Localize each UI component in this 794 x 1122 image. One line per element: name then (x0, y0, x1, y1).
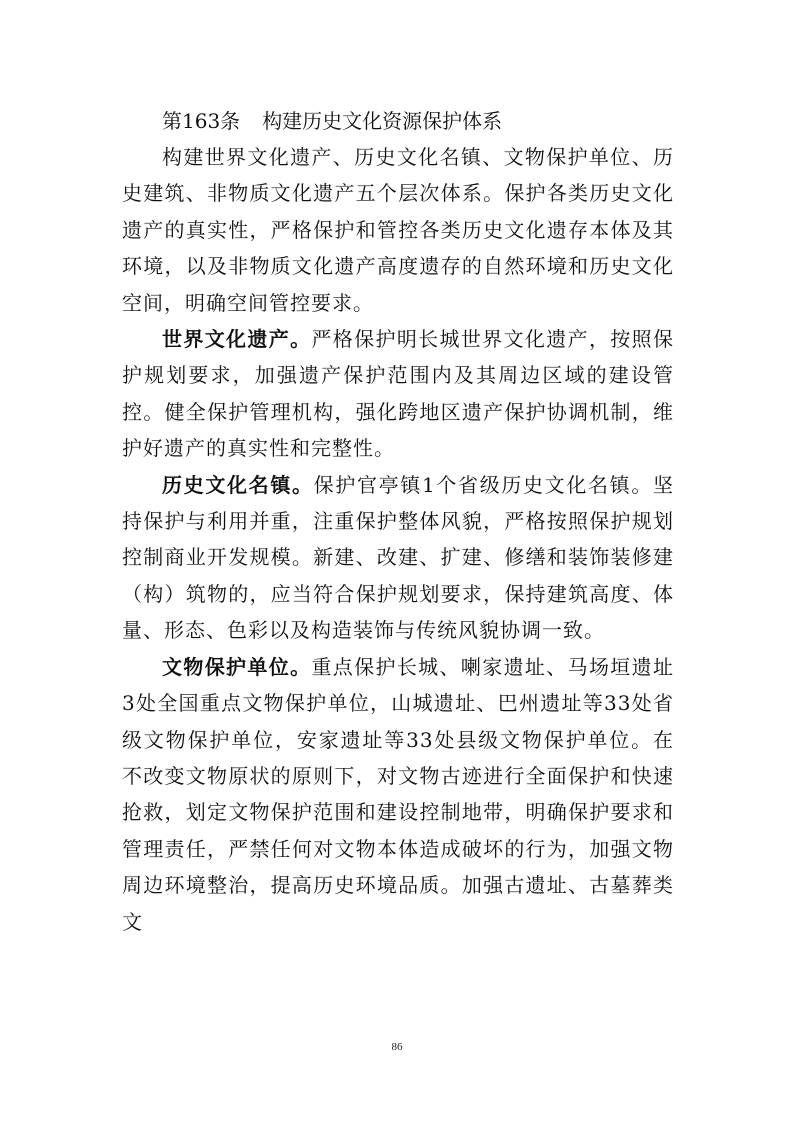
page-content (122, 103, 674, 940)
paragraph-protected-sites (122, 649, 674, 940)
paragraph-body: 保护官亭镇1个省级历史文化名镇。坚持保护与利用并重，注重保护整体风貌，严格按照保护规划控制商业开发规模。新建、改建、扩建、修缮和装饰装修建（构）筑物的，应当符合保护规划要求，保持建筑高度、体量、形态、色彩以及构造装饰与传统风貌协调一致。 (122, 472, 675, 643)
paragraph-intro (122, 139, 674, 321)
paragraph-world-heritage (122, 321, 674, 467)
paragraph-body: 构建世界文化遗产、历史文化名镇、文物保护单位、历史建筑、非物质文化遗产五个层次体系。保护各类历史文化遗产的真实性，严格保护和管控各类历史文化遗存本体及其环境，以及非物质文化遗产高度遗存的自然环境和历史文化空间，明确空间管控要求。 (122, 145, 674, 315)
paragraph-lead: 世界文化遗产。 (162, 327, 312, 352)
article-title: 构建历史文化资源保护体系 (262, 109, 503, 133)
page-number: 86 (391, 1041, 403, 1053)
article-number: 第163条 (162, 109, 241, 133)
paragraph-body: 严格保护明长城世界文化遗产，按照保护规划要求，加强遗产保护范围内及其周边区域的建设管控。健全保护管理机构，强化跨地区遗产保护协调机制，维护好遗产的真实性和完整性。 (122, 327, 675, 461)
paragraph-body: 重点保护长城、喇家遗址、马场垣遗址3处全国重点文物保护单位，山城遗址、巴州遗址等33处省级文物保护单位，安家遗址等33处县级文物保护单位。在不改变文物原状的原则下，对文物古迹进行全面保护和快速抢救，划定文物保护范围和建设控制地带，明确保护要求和管理责任，严禁任何对文物本体造成破坏的行为，加强文物周边环境整治，提高历史环境品质。加强古遗址、古墓葬类文 (122, 654, 675, 934)
article-heading (162, 103, 674, 139)
paragraph-lead: 历史文化名镇。 (162, 472, 314, 497)
paragraph-historic-town (122, 467, 674, 649)
paragraph-lead: 文物保护单位。 (162, 654, 312, 679)
